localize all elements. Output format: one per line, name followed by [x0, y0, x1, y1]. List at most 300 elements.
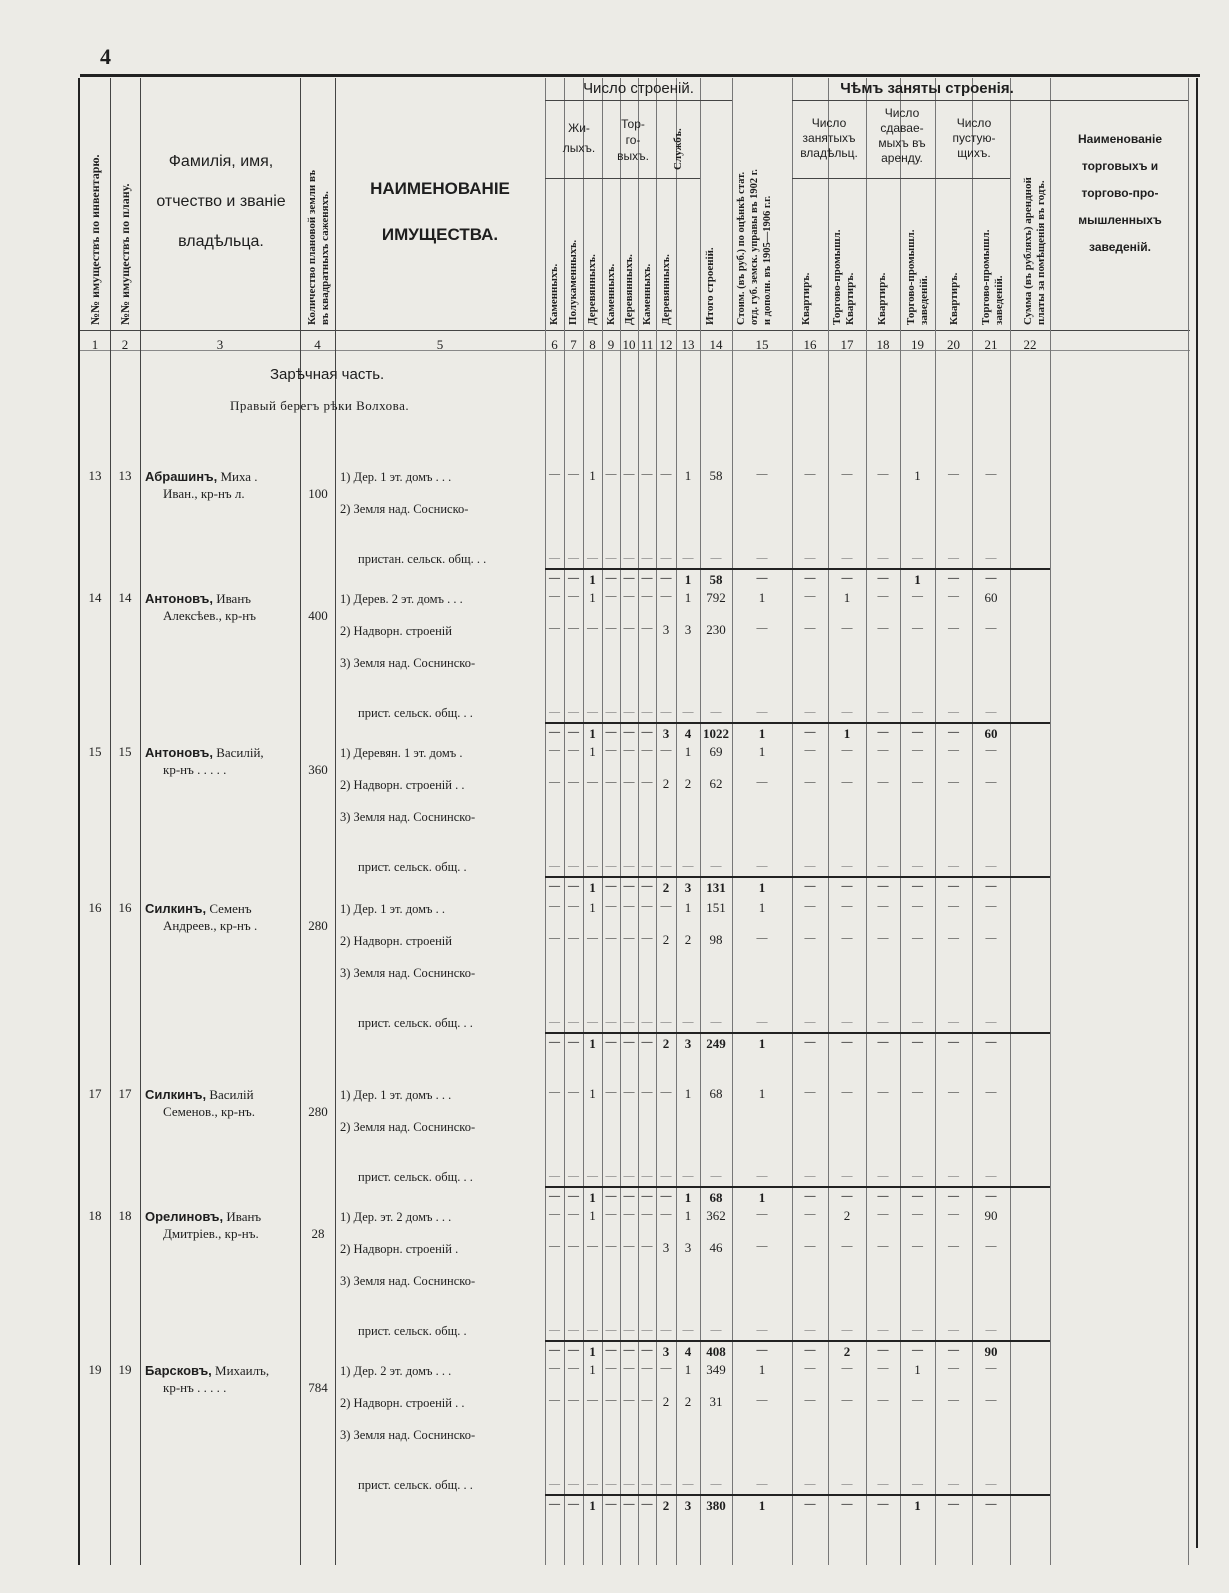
total-cell: 1	[589, 1498, 596, 1513]
total-cell: —	[985, 1190, 997, 1202]
property-item: прист. сельск. общ. . .	[358, 1170, 473, 1184]
value-cell: —	[804, 1394, 816, 1406]
header-col4-line2: въ квадратныхъ саженяхъ.	[319, 191, 331, 325]
value-cell: —	[985, 1362, 997, 1374]
property-item: 2) Надворн. строеній	[340, 624, 452, 638]
value-cell: —	[587, 622, 598, 634]
value-cell: —	[549, 622, 560, 634]
value-cell: 69	[709, 744, 723, 759]
property-item: 3) Земля над. Соснинско-	[340, 1428, 476, 1442]
land-dash-cell: —	[710, 1324, 722, 1336]
value-cell: —	[605, 1240, 617, 1252]
entry-total-rule	[545, 876, 1050, 878]
value-cell: 1	[758, 744, 766, 759]
land-dash-cell: —	[623, 1170, 635, 1182]
total-cell: —	[756, 572, 768, 584]
header-col12: Деревянныхъ.	[660, 254, 672, 325]
value-cell: —	[660, 1362, 672, 1374]
value-cell: —	[549, 1086, 560, 1098]
value-cell: —	[605, 1208, 617, 1220]
total-cell: 1	[589, 572, 596, 587]
header-text-line: аренду.	[881, 151, 923, 165]
header-col1: №№ имуществъ по инвентарю.	[88, 154, 102, 325]
owner-surname: Антоновъ,	[145, 745, 213, 760]
total-cell: —	[948, 1344, 959, 1356]
value-cell: —	[587, 1394, 598, 1406]
land-dash-cell: —	[948, 1016, 959, 1028]
value-cell: —	[641, 1362, 653, 1374]
column-number: 22	[1023, 337, 1037, 352]
total-cell: —	[641, 1190, 653, 1202]
header-text-line: Тор-	[621, 117, 645, 131]
total-cell: —	[804, 572, 816, 584]
value-cell: —	[623, 1362, 635, 1374]
land-dash-cell: —	[641, 1170, 653, 1182]
header-col18-line2: заведеній.	[918, 275, 930, 325]
value-cell: 1	[589, 468, 596, 483]
value-cell: —	[841, 1362, 853, 1374]
plan-number: 15	[118, 744, 132, 759]
total-cell: —	[948, 1498, 959, 1510]
land-dash-cell: —	[710, 1170, 722, 1182]
total-cell: 2	[662, 880, 670, 895]
header-col14-line1: Стоим. (въ руб.) по оцѣнкѣ стат.	[736, 171, 747, 325]
value-cell: —	[948, 1208, 959, 1220]
value-cell: —	[841, 1086, 853, 1098]
total-cell: —	[948, 1190, 959, 1202]
owner-name	[145, 1086, 255, 1120]
land-dash-cell: —	[641, 860, 653, 872]
header-text-line: владѣльца.	[178, 233, 264, 250]
land-dash-cell: —	[587, 706, 598, 718]
total-cell: 58	[709, 572, 723, 587]
total-cell: —	[605, 1190, 617, 1202]
frame-left-rule	[78, 78, 80, 1565]
land-dash-cell: —	[948, 860, 959, 872]
total-cell: 2	[843, 1344, 851, 1359]
value-cell: 2	[662, 932, 670, 947]
value-cell: 1	[684, 468, 692, 483]
value-cell: —	[877, 744, 889, 756]
value-cell: —	[605, 468, 617, 480]
section-title: Зарѣчная часть.	[270, 366, 385, 383]
land-dash-cell: —	[985, 860, 997, 872]
total-cell: —	[549, 880, 560, 892]
value-cell: —	[756, 622, 768, 634]
land-dash-cell: —	[710, 552, 722, 564]
total-cell: 3	[684, 1036, 692, 1051]
land-dash-cell: —	[710, 706, 722, 718]
value-cell: —	[641, 622, 653, 634]
value-cell: 62	[709, 776, 723, 791]
value-cell: —	[841, 744, 853, 756]
total-cell: 3	[662, 726, 670, 741]
land-dash-cell: —	[641, 552, 653, 564]
value-cell: —	[912, 932, 923, 944]
header-text-line: Число	[956, 116, 992, 130]
column-number: 6	[551, 337, 558, 352]
total-cell: 2	[662, 1498, 670, 1513]
value-cell: 1	[914, 468, 921, 483]
land-dash-cell: —	[641, 1324, 653, 1336]
land-dash-cell: —	[804, 1170, 816, 1182]
land-area: 784	[308, 1380, 328, 1395]
column-number: 10	[622, 337, 636, 352]
land-dash-cell: —	[587, 552, 598, 564]
total-cell: 1	[589, 726, 596, 741]
total-cell: —	[641, 726, 653, 738]
value-cell: —	[912, 1086, 923, 1098]
value-cell: 1	[843, 590, 851, 605]
value-cell: —	[841, 1240, 853, 1252]
land-dash-cell: —	[549, 860, 560, 872]
value-cell: —	[660, 1086, 672, 1098]
total-cell: —	[568, 1190, 579, 1202]
property-item: 1) Дерев. 2 эт. домъ . . .	[340, 592, 463, 606]
value-cell: 1	[589, 590, 596, 605]
value-cell: —	[568, 1086, 579, 1098]
land-dash-cell: —	[605, 1170, 617, 1182]
column-number: 17	[840, 337, 854, 352]
property-item: 1) Дер. 1 эт. домъ . .	[340, 902, 446, 916]
header-col5	[336, 166, 544, 258]
value-cell: —	[641, 1208, 653, 1220]
total-cell: —	[549, 572, 560, 584]
total-cell: —	[804, 880, 816, 892]
land-dash-cell: —	[877, 552, 889, 564]
value-cell: —	[549, 744, 560, 756]
land-dash-cell: —	[841, 860, 853, 872]
subgroup-rule-use	[792, 178, 1010, 179]
property-item: 2) Земля над. Сосниско-	[340, 502, 469, 516]
total-cell: —	[605, 726, 617, 738]
land-dash-cell: —	[605, 1016, 617, 1028]
land-dash-cell: —	[568, 1324, 579, 1336]
total-cell: 3	[662, 1344, 670, 1359]
value-cell: —	[605, 1362, 617, 1374]
owner-surname: Силкинъ,	[145, 901, 207, 916]
land-dash-cell: —	[549, 1170, 560, 1182]
land-dash-cell: —	[682, 1170, 694, 1182]
total-cell: 1	[914, 572, 921, 587]
header-col20-line2: заведеній.	[993, 275, 1005, 325]
land-dash-cell: —	[756, 860, 768, 872]
value-cell: —	[804, 900, 816, 912]
land-dash-cell: —	[841, 552, 853, 564]
header-text-line: сдавае-	[880, 121, 924, 135]
value-cell: 1	[684, 1362, 692, 1377]
header-text-line: Число	[884, 106, 920, 120]
land-dash-cell: —	[605, 552, 617, 564]
value-cell: —	[948, 1240, 959, 1252]
subgroup-rule-buildings	[545, 178, 700, 179]
land-area: 280	[308, 1104, 328, 1119]
total-cell: —	[912, 1036, 923, 1048]
value-cell: 3	[662, 622, 670, 637]
value-cell: —	[841, 776, 853, 788]
total-cell: 1	[914, 1498, 921, 1513]
total-cell: 1	[758, 1190, 766, 1205]
column-number: 16	[803, 337, 817, 352]
value-cell: —	[568, 776, 579, 788]
header-text-line: ИМУЩЕСТВА.	[381, 225, 499, 244]
column-rule	[335, 78, 336, 1565]
value-cell: —	[549, 1394, 560, 1406]
owner-name-part: Иванъ	[223, 1209, 262, 1224]
header-sub-living	[548, 118, 610, 158]
value-cell: —	[877, 932, 889, 944]
header-sub-trade	[610, 116, 656, 164]
owner-surname: Орелиновъ,	[145, 1209, 224, 1224]
land-dash-cell: —	[623, 552, 635, 564]
value-cell: —	[623, 744, 635, 756]
column-rule	[140, 78, 141, 1565]
land-dash-cell: —	[985, 1478, 997, 1490]
frame-top-rule	[80, 74, 1200, 77]
header-text-line: Жи-	[568, 121, 590, 135]
land-dash-cell: —	[912, 1324, 923, 1336]
value-cell: 1	[758, 1086, 766, 1101]
value-cell: 1	[684, 1086, 692, 1101]
total-cell: —	[756, 1344, 768, 1356]
land-dash-cell: —	[710, 1478, 722, 1490]
value-cell: —	[841, 622, 853, 634]
inventory-number: 18	[88, 1208, 102, 1223]
total-cell: 3	[684, 1498, 692, 1513]
land-dash-cell: —	[948, 1478, 959, 1490]
inventory-number: 16	[88, 900, 102, 915]
land-dash-cell: —	[948, 552, 959, 564]
land-dash-cell: —	[985, 552, 997, 564]
owner-name	[145, 468, 258, 502]
value-cell: —	[948, 776, 959, 788]
total-cell: —	[660, 572, 672, 584]
value-cell: —	[804, 1240, 816, 1252]
total-cell: 3	[684, 880, 692, 895]
value-cell: —	[605, 1086, 617, 1098]
owner-name	[145, 1362, 269, 1396]
total-cell: —	[623, 1498, 635, 1510]
property-item: прист. сельск. общ. .	[358, 1324, 467, 1338]
value-cell: 3	[684, 622, 692, 637]
land-dash-cell: —	[877, 706, 889, 718]
value-cell: —	[641, 1086, 653, 1098]
header-col15: Квартиръ.	[800, 272, 812, 325]
value-cell: —	[804, 468, 816, 480]
owner-surname: Абрашинъ,	[145, 469, 218, 484]
column-number: 2	[121, 337, 129, 352]
inventory-number: 13	[88, 468, 102, 483]
owner-name	[145, 744, 264, 778]
column-number: 12	[659, 337, 673, 352]
value-cell: —	[587, 1240, 598, 1252]
land-dash-cell: —	[641, 1478, 653, 1490]
total-cell: —	[623, 1036, 635, 1048]
total-cell: —	[605, 1498, 617, 1510]
total-cell: —	[985, 1036, 997, 1048]
total-cell: —	[804, 1190, 816, 1202]
value-cell: —	[985, 1240, 997, 1252]
total-cell: —	[641, 1036, 653, 1048]
owner-name	[145, 1208, 261, 1242]
value-cell: —	[912, 1240, 923, 1252]
group-rule-use	[792, 100, 1188, 101]
column-number: 7	[570, 337, 577, 352]
property-item: пристан. сельск. общ. . .	[358, 552, 487, 566]
total-cell: —	[804, 1036, 816, 1048]
header-col11: Каменныхъ.	[641, 263, 653, 325]
value-cell: 151	[706, 900, 726, 915]
value-cell: —	[623, 1240, 635, 1252]
value-cell: —	[641, 900, 653, 912]
owner-name-part: Михаилъ,	[211, 1363, 270, 1378]
value-cell: —	[568, 900, 579, 912]
total-cell: —	[549, 1190, 560, 1202]
value-cell: 90	[984, 1208, 998, 1223]
land-dash-cell: —	[549, 1478, 560, 1490]
value-cell: —	[660, 1208, 672, 1220]
value-cell: —	[877, 1362, 889, 1374]
land-dash-cell: —	[877, 1478, 889, 1490]
total-cell: 1	[758, 880, 766, 895]
land-dash-cell: —	[660, 1324, 672, 1336]
value-cell: —	[985, 1086, 997, 1098]
value-cell: —	[756, 1394, 768, 1406]
header-text-line: мышленныхъ	[1078, 213, 1162, 227]
value-cell: —	[623, 1086, 635, 1098]
total-cell: —	[877, 1344, 889, 1356]
total-cell: —	[912, 880, 923, 892]
column-rule	[1050, 78, 1051, 1565]
plan-number: 18	[118, 1208, 132, 1223]
land-dash-cell: —	[804, 552, 816, 564]
total-cell: —	[877, 1190, 889, 1202]
header-col7: Полукаменныхъ.	[567, 239, 579, 325]
property-item: 1) Дер. 2 эт. домъ . . .	[340, 1364, 452, 1378]
value-cell: —	[948, 468, 959, 480]
land-dash-cell: —	[756, 1170, 768, 1182]
value-cell: 31	[709, 1394, 723, 1409]
plan-number: 14	[118, 590, 132, 605]
value-cell: 68	[709, 1086, 723, 1101]
header-col18-line1: Торгово-промышл.	[905, 229, 917, 325]
header-group-buildings	[545, 80, 732, 98]
value-cell: 1	[589, 1208, 596, 1223]
land-dash-cell: —	[568, 1478, 579, 1490]
value-cell: 98	[709, 932, 723, 947]
land-dash-cell: —	[587, 1478, 598, 1490]
column-number: 8	[589, 337, 596, 352]
header-text-line: НАИМЕНОВАНІЕ	[370, 179, 510, 198]
entry-total-rule	[545, 1494, 1050, 1496]
total-cell: —	[948, 572, 959, 584]
value-cell: —	[948, 622, 959, 634]
total-cell: —	[804, 726, 816, 738]
total-cell: —	[877, 1036, 889, 1048]
header-col16-line2: Квартиръ.	[844, 272, 856, 325]
land-dash-cell: —	[641, 1016, 653, 1028]
value-cell: —	[912, 900, 923, 912]
header-col8: Деревянныхъ.	[586, 254, 598, 325]
total-cell: —	[985, 1498, 997, 1510]
column-number: 20	[947, 337, 960, 352]
column-rule	[110, 78, 111, 1565]
plan-number: 17	[118, 1086, 132, 1101]
total-cell: —	[985, 880, 997, 892]
value-cell: —	[912, 776, 923, 788]
value-cell: —	[804, 932, 816, 944]
value-cell: —	[756, 1208, 768, 1220]
value-cell: —	[660, 900, 672, 912]
land-dash-cell: —	[756, 552, 768, 564]
property-item: 2) Надворн. строеній . .	[340, 1396, 465, 1410]
header-text-line: выхъ.	[617, 149, 649, 163]
total-cell: —	[877, 572, 889, 584]
owner-name-part: Миха .	[217, 469, 258, 484]
total-cell: 1	[684, 1190, 692, 1205]
total-cell: —	[877, 726, 889, 738]
land-dash-cell: —	[912, 1016, 923, 1028]
total-cell: 1	[589, 1036, 596, 1051]
column-number: 19	[911, 337, 924, 352]
plan-number: 13	[118, 468, 132, 483]
total-cell: —	[912, 726, 923, 738]
value-cell: —	[641, 744, 653, 756]
owner-name-part: Дмитріев., кр-нъ.	[163, 1226, 259, 1241]
land-dash-cell: —	[756, 1478, 768, 1490]
value-cell: 2	[662, 1394, 670, 1409]
value-cell: —	[877, 1086, 889, 1098]
total-cell: 1	[843, 726, 851, 741]
value-cell: —	[841, 1394, 853, 1406]
header-col19: Квартиръ.	[948, 272, 960, 325]
total-cell: 1	[758, 726, 766, 741]
property-item: 1) Деревян. 1 эт. домъ .	[340, 746, 463, 760]
land-dash-cell: —	[948, 1324, 959, 1336]
entry-total-rule	[545, 1032, 1050, 1034]
value-cell: —	[623, 622, 635, 634]
value-cell: —	[605, 932, 617, 944]
property-item: 2) Земля над. Соснинско-	[340, 1120, 476, 1134]
total-cell: —	[605, 572, 617, 584]
value-cell: —	[623, 900, 635, 912]
value-cell: —	[804, 590, 816, 602]
inventory-number: 14	[88, 590, 102, 605]
land-dash-cell: —	[841, 1324, 853, 1336]
value-cell: —	[985, 776, 997, 788]
header-text-line: торгово-про-	[1081, 186, 1159, 200]
land-dash-cell: —	[549, 1016, 560, 1028]
total-cell: 90	[984, 1344, 998, 1359]
header-col16-line1: Торгово-промышл.	[831, 229, 843, 325]
land-dash-cell: —	[587, 1324, 598, 1336]
header-text-line: торговыхъ и	[1081, 159, 1159, 173]
value-cell: —	[877, 1240, 889, 1252]
header-group-use	[792, 80, 1062, 98]
total-cell: 1	[589, 1190, 596, 1205]
header-col10: Деревянныхъ.	[623, 254, 635, 325]
total-cell: —	[605, 1344, 617, 1356]
header-text-line: занятыхъ	[802, 131, 856, 145]
land-dash-cell: —	[912, 860, 923, 872]
total-cell: —	[623, 1190, 635, 1202]
column-rule	[300, 78, 301, 1565]
header-text-line: Чѣмъ заняты строенія.	[840, 80, 1014, 97]
value-cell: —	[641, 932, 653, 944]
total-cell: —	[568, 1344, 579, 1356]
total-cell: 249	[706, 1036, 726, 1051]
land-dash-cell: —	[568, 1170, 579, 1182]
